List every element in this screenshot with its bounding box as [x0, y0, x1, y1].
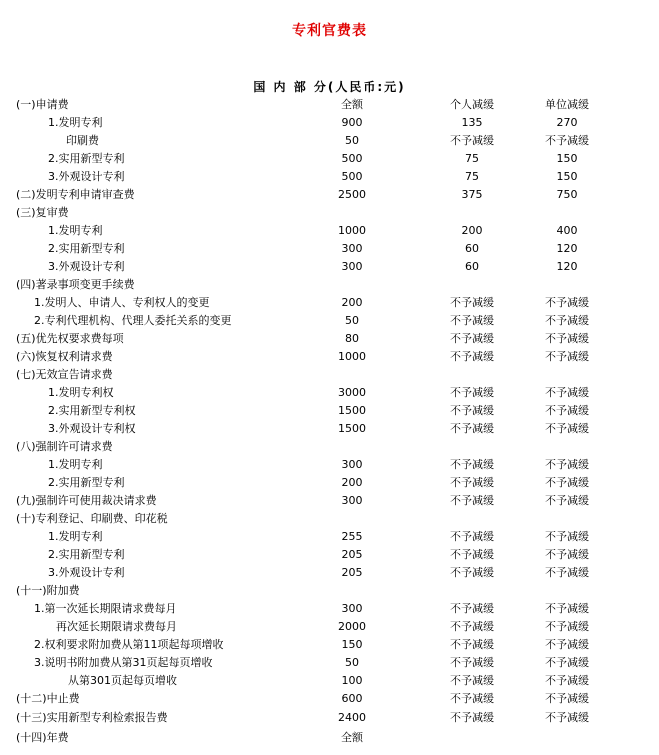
individual-reduction-cell: 60 [465, 260, 479, 273]
full-fee-cell: 50 [345, 314, 359, 327]
row-label: 1.第一次延长期限请求费每月 [34, 602, 177, 615]
table-row [0, 582, 659, 600]
entity-reduction-cell: 400 [556, 224, 578, 237]
table-row [0, 510, 659, 528]
entity-reduction-cell: 不予减缓 [545, 674, 589, 687]
table-row [0, 258, 659, 276]
full-fee-cell: 500 [341, 152, 363, 165]
individual-reduction-cell: 不予减缓 [450, 458, 494, 471]
full-fee-cell: 500 [341, 170, 363, 183]
table-row [0, 528, 659, 546]
table-row [0, 728, 659, 748]
row-label: 2.权利要求附加费从第11项起每项增收 [34, 638, 224, 651]
individual-reduction-cell: 375 [461, 188, 483, 201]
table-row [0, 330, 659, 348]
full-fee-cell: 300 [341, 494, 363, 507]
row-label: (三)复审费 [16, 206, 69, 219]
row-label: 1.发明专利 [48, 116, 103, 129]
table-row [0, 222, 659, 240]
individual-reduction-cell: 不予减缓 [450, 692, 494, 705]
individual-reduction-cell: 75 [465, 170, 479, 183]
individual-reduction-cell: 不予减缓 [450, 674, 494, 687]
full-fee-cell: 1000 [338, 350, 366, 363]
individual-reduction-cell: 不予减缓 [450, 422, 494, 435]
table-row [0, 654, 659, 672]
row-label: 印刷费 [66, 134, 99, 147]
table-row [0, 492, 659, 510]
row-label: (四)著录事项变更手续费 [16, 278, 135, 291]
entity-reduction-cell: 不予减缓 [545, 692, 589, 705]
row-label: 1.发明专利 [48, 224, 103, 237]
entity-reduction-cell: 不予减缓 [545, 656, 589, 669]
entity-reduction-cell: 不予减缓 [545, 548, 589, 561]
page-title: 专利官费表 [292, 23, 367, 39]
entity-reduction-cell: 不予减缓 [545, 620, 589, 633]
individual-reduction-cell: 75 [465, 152, 479, 165]
individual-reduction-cell: 不予减缓 [450, 548, 494, 561]
table-row [0, 114, 659, 132]
individual-reduction-cell: 不予减缓 [450, 602, 494, 615]
row-label: 1.发明专利 [48, 530, 103, 543]
table-row [0, 348, 659, 366]
entity-reduction-cell: 不予减缓 [545, 386, 589, 399]
entity-reduction-cell: 120 [556, 260, 578, 273]
full-fee-cell: 200 [341, 476, 363, 489]
table-row [0, 312, 659, 330]
full-fee-cell: 300 [341, 458, 363, 471]
entity-reduction-cell: 不予减缓 [545, 350, 589, 363]
table-row [0, 276, 659, 294]
entity-reduction-cell: 150 [556, 152, 578, 165]
individual-reduction-cell: 不予减缓 [450, 530, 494, 543]
table-row [0, 366, 659, 384]
table-row [0, 636, 659, 654]
entity-reduction-cell: 不予减缓 [545, 638, 589, 651]
entity-reduction-cell: 120 [556, 242, 578, 255]
row-label: (八)强制许可请求费 [16, 440, 113, 453]
full-fee-cell: 2500 [338, 188, 366, 201]
individual-reduction-cell: 不予减缓 [450, 350, 494, 363]
entity-reduction-cell: 不予减缓 [545, 422, 589, 435]
table-row [0, 294, 659, 312]
table-row [0, 384, 659, 402]
table-row [0, 204, 659, 222]
full-fee-cell: 205 [341, 548, 363, 561]
entity-reduction-cell: 270 [556, 116, 578, 129]
full-fee-cell: 80 [345, 332, 359, 345]
full-fee-cell: 50 [345, 134, 359, 147]
full-fee-cell: 900 [341, 116, 363, 129]
row-label: 从第301页起每页增收 [68, 674, 177, 687]
individual-reduction-cell: 不予减缓 [450, 494, 494, 507]
table-row [0, 168, 659, 186]
row-label: 1.发明专利权 [48, 386, 114, 399]
full-fee-cell: 全额 [341, 98, 363, 111]
table-row [0, 420, 659, 438]
row-label: 3.外观设计专利权 [48, 422, 136, 435]
full-fee-cell: 255 [341, 530, 363, 543]
full-fee-cell: 205 [341, 566, 363, 579]
individual-reduction-cell: 不予减缓 [450, 134, 494, 147]
full-fee-cell: 200 [341, 296, 363, 309]
individual-reduction-cell: 不予减缓 [450, 638, 494, 651]
row-label: 再次延长期限请求费每月 [56, 620, 177, 633]
individual-reduction-cell: 不予减缓 [450, 476, 494, 489]
table-row [0, 690, 659, 708]
entity-reduction-cell: 不予减缓 [545, 332, 589, 345]
row-label: 2.实用新型专利 [48, 152, 125, 165]
full-fee-cell: 2400 [338, 711, 366, 724]
fee-table [0, 96, 659, 748]
table-row [0, 708, 659, 728]
row-label: (七)无效宣告请求费 [16, 368, 113, 381]
full-fee-cell: 3000 [338, 386, 366, 399]
row-label: (九)强制许可使用裁决请求费 [16, 494, 157, 507]
row-label: 2.实用新型专利 [48, 548, 125, 561]
table-row [0, 600, 659, 618]
individual-reduction-cell: 不予减缓 [450, 404, 494, 417]
table-row [0, 402, 659, 420]
table-row [0, 456, 659, 474]
individual-reduction-cell: 不予减缓 [450, 566, 494, 579]
full-fee-cell: 300 [341, 602, 363, 615]
entity-reduction-cell: 150 [556, 170, 578, 183]
table-row [0, 150, 659, 168]
individual-reduction-cell: 60 [465, 242, 479, 255]
row-label: (一)申请费 [16, 98, 69, 111]
full-fee-cell: 1500 [338, 404, 366, 417]
full-fee-cell: 100 [341, 674, 363, 687]
full-fee-cell: 1000 [338, 224, 366, 237]
table-row [0, 564, 659, 582]
table-row [0, 438, 659, 456]
full-fee-cell: 300 [341, 260, 363, 273]
row-label: (六)恢复权利请求费 [16, 350, 113, 363]
individual-reduction-cell: 135 [461, 116, 483, 129]
row-label: (五)优先权要求费每项 [16, 332, 124, 345]
entity-reduction-cell: 不予减缓 [545, 458, 589, 471]
entity-reduction-cell: 不予减缓 [545, 494, 589, 507]
table-row [0, 96, 659, 114]
entity-reduction-cell: 不予减缓 [545, 314, 589, 327]
row-label: 2.实用新型专利 [48, 242, 125, 255]
individual-reduction-cell: 不予减缓 [450, 620, 494, 633]
full-fee-cell: 1500 [338, 422, 366, 435]
row-label: (十一)附加费 [16, 584, 80, 597]
full-fee-cell: 600 [341, 692, 363, 705]
entity-reduction-cell: 不予减缓 [545, 530, 589, 543]
row-label: (十四)年费 [16, 731, 69, 744]
full-fee-cell: 50 [345, 656, 359, 669]
section-subtitle: 国 内 部 分(人民币:元) [253, 80, 406, 94]
table-row [0, 474, 659, 492]
row-label: 1.发明专利 [48, 458, 103, 471]
individual-reduction-cell: 个人减缓 [450, 98, 494, 111]
entity-reduction-cell: 不予减缓 [545, 134, 589, 147]
row-label: (十)专利登记、印刷费、印花税 [16, 512, 168, 525]
row-label: 2.实用新型专利 [48, 476, 125, 489]
row-label: 3.外观设计专利 [48, 566, 125, 579]
individual-reduction-cell: 不予减缓 [450, 386, 494, 399]
individual-reduction-cell: 200 [461, 224, 483, 237]
table-row [0, 186, 659, 204]
row-label: 2.专利代理机构、代理人委托关系的变更 [34, 314, 232, 327]
row-label: 3.说明书附加费从第31页起每页增收 [34, 656, 213, 669]
row-label: 3.外观设计专利 [48, 170, 125, 183]
full-fee-cell: 全额 [341, 731, 363, 744]
row-label: (十三)实用新型专利检索报告费 [16, 711, 168, 724]
entity-reduction-cell: 750 [556, 188, 578, 201]
entity-reduction-cell: 不予减缓 [545, 711, 589, 724]
individual-reduction-cell: 不予减缓 [450, 314, 494, 327]
full-fee-cell: 2000 [338, 620, 366, 633]
row-label: 3.外观设计专利 [48, 260, 125, 273]
entity-reduction-cell: 不予减缓 [545, 296, 589, 309]
entity-reduction-cell: 不予减缓 [545, 566, 589, 579]
table-row [0, 618, 659, 636]
full-fee-cell: 300 [341, 242, 363, 255]
row-label: (二)发明专利申请审查费 [16, 188, 135, 201]
table-row [0, 546, 659, 564]
individual-reduction-cell: 不予减缓 [450, 711, 494, 724]
individual-reduction-cell: 不予减缓 [450, 332, 494, 345]
entity-reduction-cell: 不予减缓 [545, 404, 589, 417]
entity-reduction-cell: 不予减缓 [545, 476, 589, 489]
table-row [0, 240, 659, 258]
table-row [0, 132, 659, 150]
row-label: (十二)中止费 [16, 692, 80, 705]
entity-reduction-cell: 单位减缓 [545, 98, 589, 111]
individual-reduction-cell: 不予减缓 [450, 296, 494, 309]
individual-reduction-cell: 不予减缓 [450, 656, 494, 669]
row-label: 1.发明人、申请人、专利权人的变更 [34, 296, 210, 309]
table-row [0, 672, 659, 690]
row-label: 2.实用新型专利权 [48, 404, 136, 417]
entity-reduction-cell: 不予减缓 [545, 602, 589, 615]
full-fee-cell: 150 [341, 638, 363, 651]
